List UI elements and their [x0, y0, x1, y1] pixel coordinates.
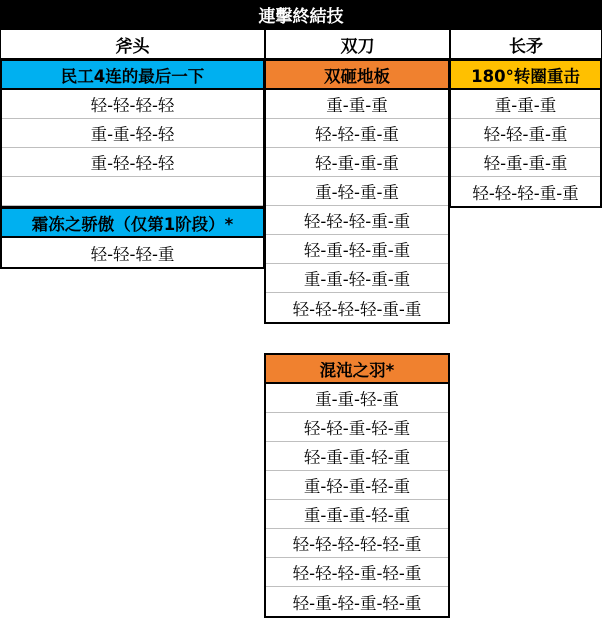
column-header-dual-blades: 双刀	[265, 29, 450, 59]
empty-row	[2, 177, 263, 206]
table-row: 重-重-轻-重-重	[266, 264, 448, 293]
table-row: 重-重-重	[451, 90, 600, 119]
dual-table-1-header: 双砸地板	[266, 61, 448, 90]
page-title: 連擊終結技	[0, 0, 602, 29]
table-row: 重-重-重	[266, 90, 448, 119]
table-row: 轻-轻-轻-重	[2, 238, 263, 267]
table-row: 轻-轻-重-重	[451, 119, 600, 148]
table-row: 轻-重-轻-重-轻-重	[266, 587, 448, 616]
table-row: 重-轻-重-轻-重	[266, 471, 448, 500]
table-row: 轻-轻-轻-轻	[2, 90, 263, 119]
axe-combo-table-1	[0, 59, 265, 208]
column-header-axe: 斧头	[0, 29, 265, 59]
axe-combo-table-2	[0, 207, 265, 269]
table-row: 轻-轻-重-轻-重	[266, 413, 448, 442]
table-row: 轻-重-轻-重-重	[266, 235, 448, 264]
table-row: 重-重-重-轻-重	[266, 500, 448, 529]
table-row: 重-重-轻-轻	[2, 119, 263, 148]
dual-blades-combo-table-2	[264, 353, 450, 618]
table-row: 重-轻-重-重	[266, 177, 448, 206]
table-row: 轻-轻-轻-重-轻-重	[266, 558, 448, 587]
table-row: 重-重-轻-重	[266, 384, 448, 413]
table-row: 轻-重-重-重	[266, 148, 448, 177]
dual-table-2-header: 混沌之羽*	[266, 355, 448, 384]
spear-combo-table-1	[449, 59, 602, 208]
spear-table-1-header: 180°转圈重击	[451, 61, 600, 90]
table-row: 轻-轻-轻-重-重	[451, 177, 600, 206]
table-row: 轻-轻-重-重	[266, 119, 448, 148]
table-row: 轻-重-重-重	[451, 148, 600, 177]
table-row: 轻-重-重-轻-重	[266, 442, 448, 471]
table-row: 轻-轻-轻-轻-轻-重	[266, 529, 448, 558]
column-header-spear: 长矛	[450, 29, 602, 59]
axe-table-1-header: 民工4连的最后一下	[2, 61, 263, 90]
dual-blades-combo-table-1	[264, 59, 450, 324]
table-row: 轻-轻-轻-轻-重-重	[266, 293, 448, 322]
table-row: 轻-轻-轻-重-重	[266, 206, 448, 235]
table-row: 重-轻-轻-轻	[2, 148, 263, 177]
axe-table-2-header: 霜冻之骄傲（仅第1阶段）*	[2, 209, 263, 238]
